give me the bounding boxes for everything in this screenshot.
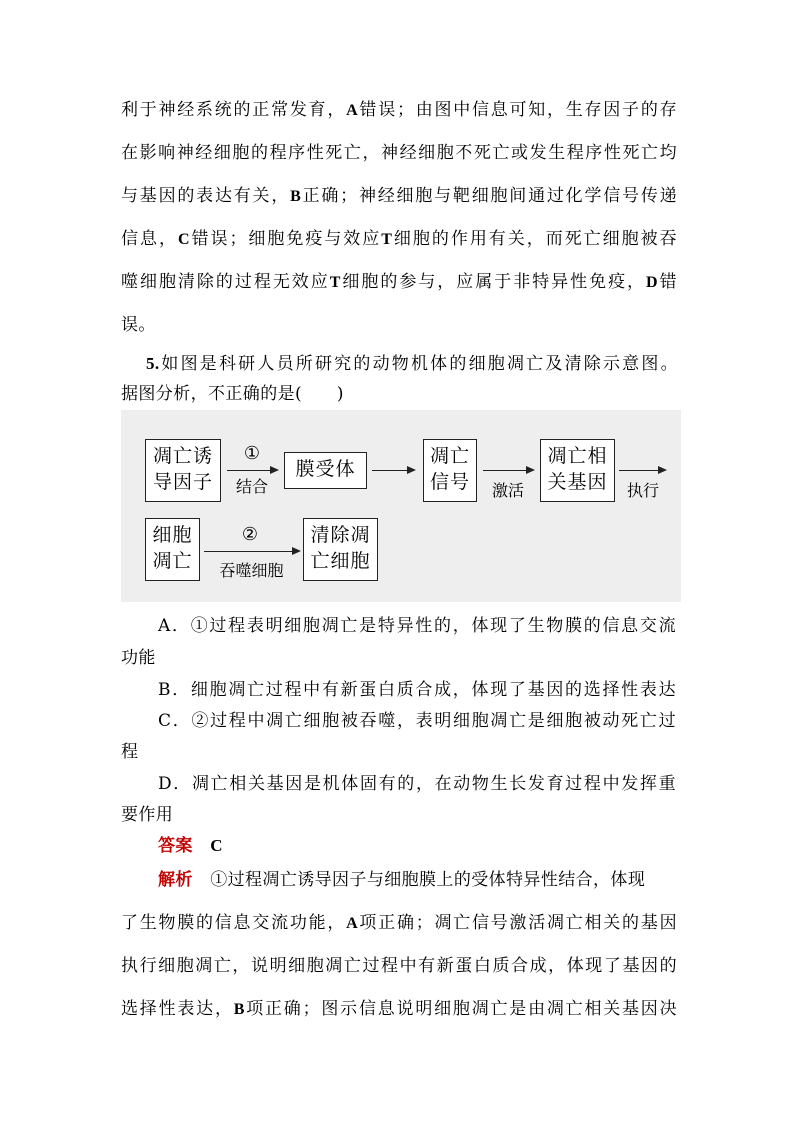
option-d: D．凋亡相关基因是机体固有的，在动物生长发育过程中发挥重 — [158, 774, 676, 794]
text-line: 与基因的表达有关，B正确；神经细胞与靶细胞间通过化学信号传递 — [121, 186, 678, 206]
arrow-engulf — [204, 551, 299, 552]
analysis-line: 了生物膜的信息交流功能，A项正确；凋亡信号激活凋亡相关的基因 — [121, 913, 677, 933]
analysis-label: 解析 — [158, 870, 193, 890]
box-apoptosis-genes: 凋亡相 关基因 — [540, 439, 615, 502]
arrow-to-signal — [372, 470, 414, 471]
option-b: B．细胞凋亡过程中有新蛋白质合成，体现了基因的选择性表达 — [158, 680, 676, 700]
option-d-cont: 要作用 — [121, 805, 174, 825]
option-a: A．①过程表明细胞凋亡是特异性的，体现了生物膜的信息交流 — [158, 616, 676, 636]
step-1-marker: ① — [243, 443, 261, 464]
box-cell-apoptosis: 细胞 凋亡 — [145, 518, 200, 581]
option-c-cont: 程 — [121, 742, 139, 762]
apoptosis-diagram — [121, 410, 681, 602]
arrow-execute — [619, 470, 665, 471]
text-line: 噬细胞清除的过程无效应T细胞的参与，应属于非特异性免疫，D错 — [121, 272, 677, 292]
box-apoptosis-signal: 凋亡 信号 — [423, 439, 477, 502]
box-membrane-receptor: 膜受体 — [284, 452, 367, 489]
text-line: 信息，C错误；细胞免疫与效应T细胞的作用有关，而死亡细胞被吞 — [121, 229, 678, 249]
analysis-line: 解析 ①过程凋亡诱导因子与细胞膜上的受体特异性结合，体现 — [158, 870, 646, 890]
answer-label: 答案 — [158, 836, 193, 856]
arrow-label-activate: 激活 — [491, 481, 524, 500]
answer-value: C — [210, 836, 223, 855]
text-line: 误。 — [121, 315, 156, 335]
text-line: 在影响神经细胞的程序性死亡，神经细胞不死亡或发生程序性死亡均 — [121, 143, 677, 163]
analysis-line: 执行细胞凋亡，说明细胞凋亡过程中有新蛋白质合成，体现了基因的 — [121, 956, 677, 976]
text-line: 利于神经系统的正常发育，A错误；由图中信息可知，生存因子的存 — [121, 100, 677, 120]
question-stem: 5.如图是科研人员所研究的动物机体的细胞凋亡及清除示意图。 — [146, 354, 678, 374]
arrow-activate — [483, 470, 533, 471]
box-clear-cells: 清除凋 亡细胞 — [303, 518, 378, 581]
option-c: C．②过程中凋亡细胞被吞噬，表明细胞凋亡是细胞被动死亡过 — [158, 711, 676, 731]
box-apoptosis-inducer: 凋亡诱 导因子 — [145, 439, 221, 502]
step-2-marker: ② — [241, 524, 259, 545]
arrow-label-execute: 执行 — [626, 481, 659, 500]
arrow-bind — [227, 470, 277, 471]
analysis-line: 选择性表达，B项正确；图示信息说明细胞凋亡是由凋亡相关基因决 — [121, 999, 677, 1019]
arrow-label-engulf: 吞噬细胞 — [219, 561, 284, 580]
option-a-cont: 功能 — [121, 648, 156, 668]
answer-line — [158, 834, 681, 858]
question-stem-cont: 据图分析，不正确的是( ) — [121, 384, 344, 404]
arrow-label-bind: 结合 — [235, 477, 268, 496]
